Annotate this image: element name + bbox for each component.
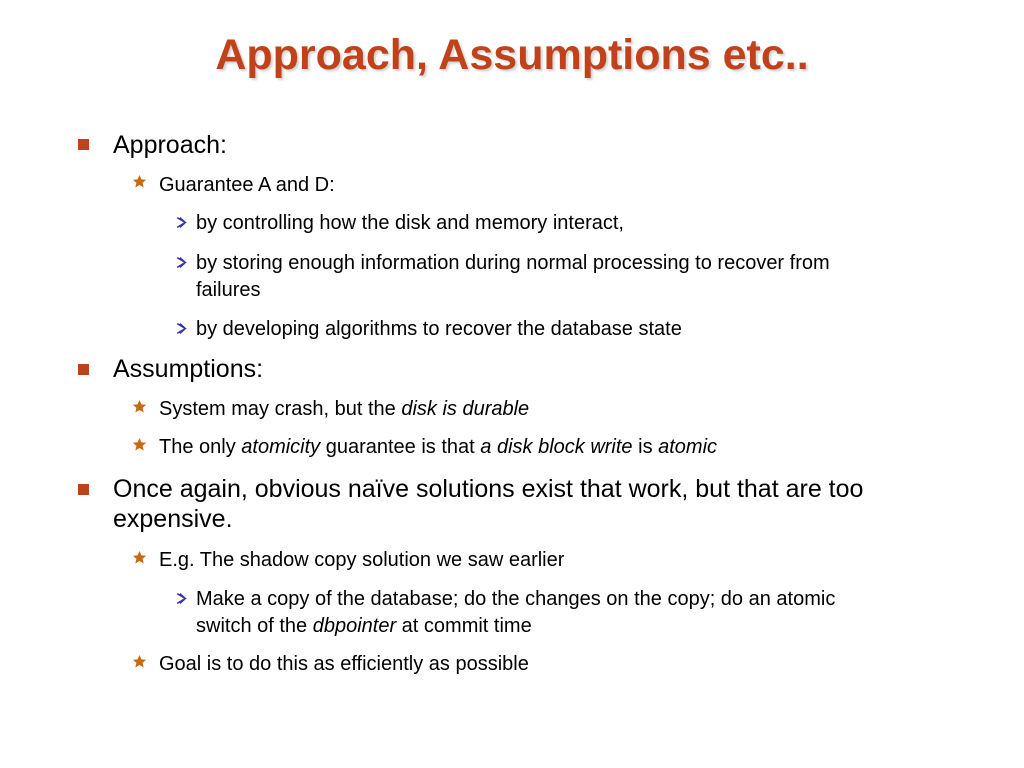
- arrow-bullet-icon: [175, 592, 188, 605]
- slide-title: Approach, Assumptions etc..: [215, 31, 809, 79]
- star-bullet-icon: [132, 437, 147, 452]
- arrow-bullet-icon: [175, 256, 188, 269]
- sub-bullet-system-crash: System may crash, but the disk is durable: [159, 398, 530, 420]
- star-bullet-icon: [132, 174, 147, 189]
- sub-sub-bullet-make-copy-line2: switch of the dbpointer at commit time: [196, 615, 532, 637]
- arrow-bullet-icon: [175, 322, 188, 335]
- sub-bullet-guarantee: Guarantee A and D:: [159, 174, 335, 196]
- star-bullet-icon: [132, 399, 147, 414]
- sub-bullet-goal: Goal is to do this as efficiently as possible: [159, 653, 529, 675]
- sub-sub-bullet-storing-line1: by storing enough information during normal processing to recover from: [196, 252, 830, 274]
- arrow-bullet-icon: [175, 216, 188, 229]
- star-bullet-icon: [132, 550, 147, 565]
- sub-bullet-eg: E.g. The shadow copy solution we saw earlier: [159, 549, 565, 571]
- square-bullet-icon: [78, 139, 89, 150]
- sub-sub-bullet-make-copy-line1: Make a copy of the database; do the changes on the copy; do an atomic: [196, 588, 836, 610]
- bullet-once-again-line1: Once again, obvious naïve solutions exist that work, but that are too: [113, 475, 864, 503]
- bullet-approach: Approach:: [113, 131, 227, 159]
- bullet-assumptions: Assumptions:: [113, 355, 264, 383]
- sub-bullet-only-atomicity: The only atomicity guarantee is that a disk block write is atomic: [159, 436, 718, 458]
- sub-sub-bullet-developing: by developing algorithms to recover the database state: [196, 318, 682, 340]
- square-bullet-icon: [78, 484, 89, 495]
- square-bullet-icon: [78, 364, 89, 375]
- bullet-once-again-line2: expensive.: [113, 505, 233, 533]
- sub-sub-bullet-storing-line2: failures: [196, 279, 261, 301]
- sub-sub-bullet-controlling: by controlling how the disk and memory interact,: [196, 212, 624, 234]
- star-bullet-icon: [132, 654, 147, 669]
